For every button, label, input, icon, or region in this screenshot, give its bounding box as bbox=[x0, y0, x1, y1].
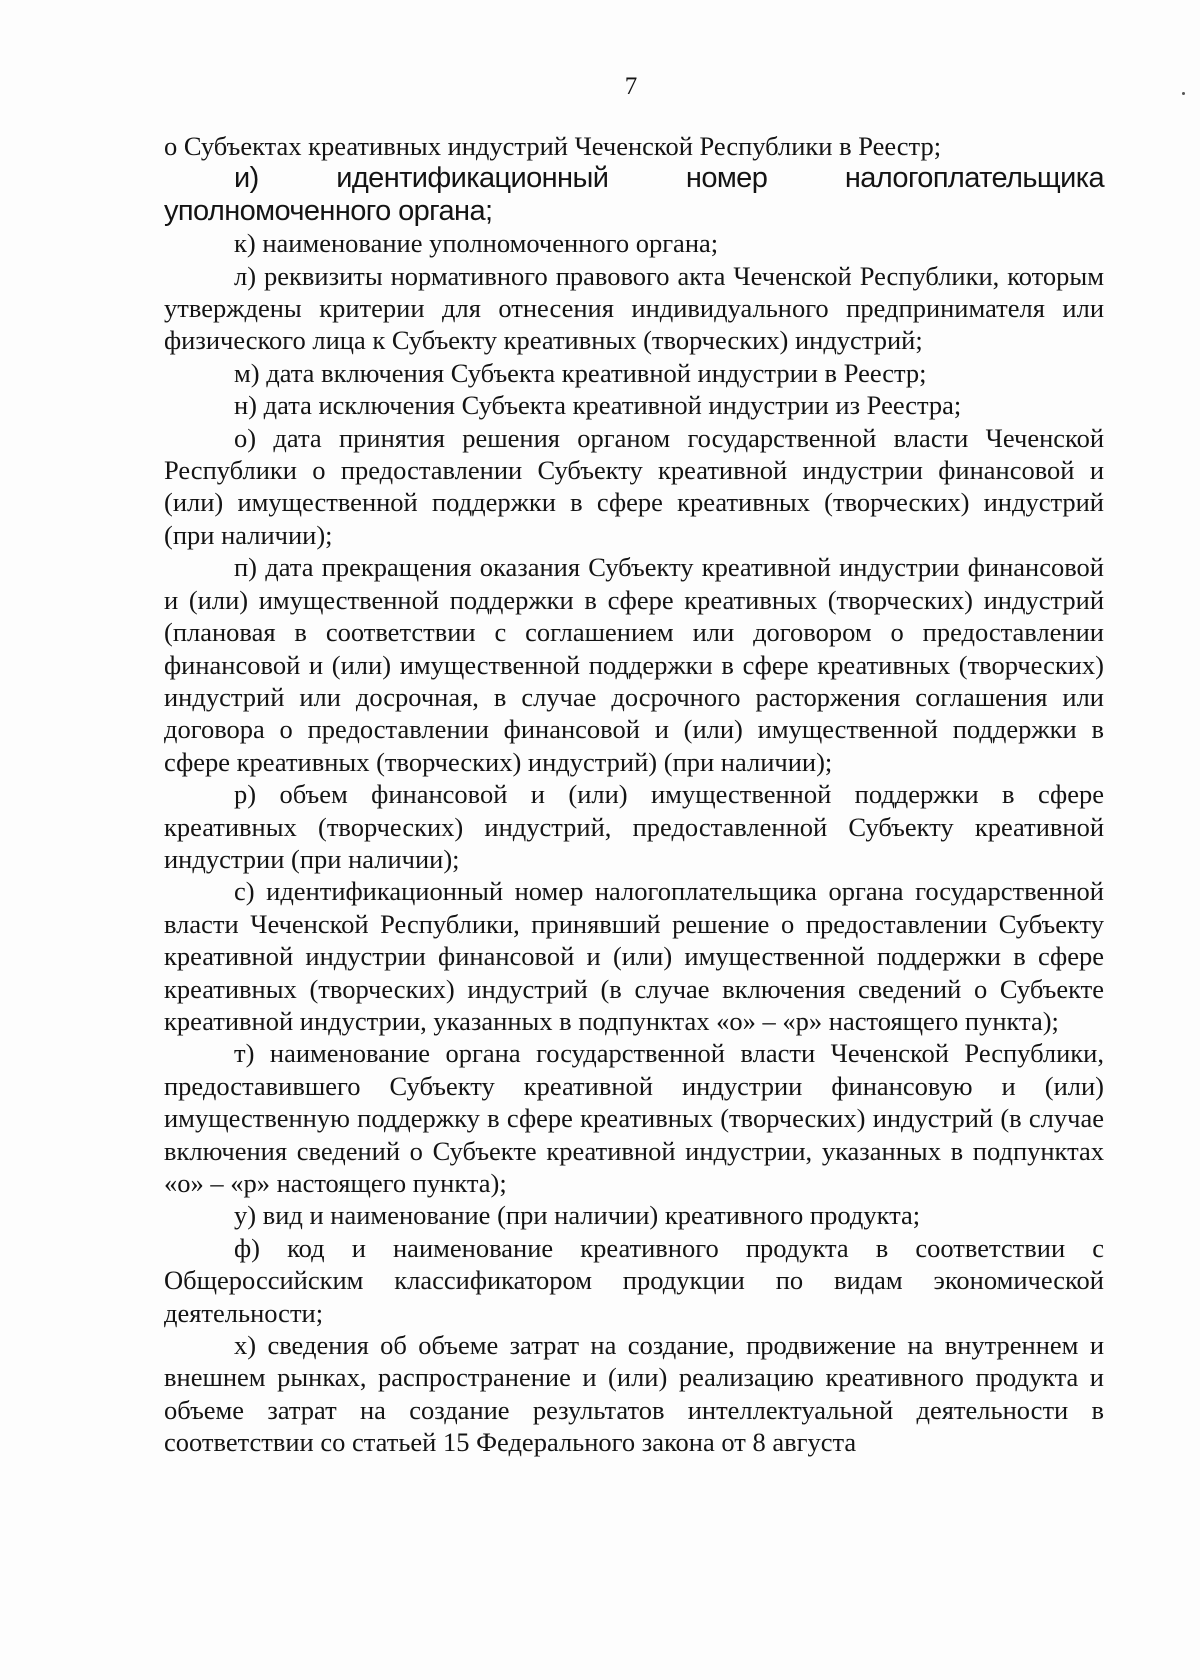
page-number: 7 bbox=[624, 73, 638, 100]
scan-speck bbox=[1182, 92, 1185, 95]
paragraph-item-k: к) наименование уполномоченного органа; bbox=[234, 228, 719, 259]
paragraph-item-s: с) идентификационный номер налогоплательщика органа государственной власти Чеченской Республики, принявший решение о предоставлении Субъекту креативной индустрии финансовой и (или) имущественной поддержки в сфере креативных (творческих) индустрий (в случае включения сведений о Субъекте креативной индустрии, указанных в подпунктах «о» – «р» настоящего пункта); bbox=[164, 876, 1104, 1036]
paragraph-item-m: м) дата включения Субъекта креативной индустрии в Реестр; bbox=[234, 357, 927, 388]
paragraph-item-o: о) дата принятия решения органом государственной власти Чеченской Республики о предоставлении Субъекту креативной индустрии финансовой и (или) имущественной поддержки в сфере креативных (творческих) индустрий (при наличии); bbox=[164, 422, 1104, 550]
document-body bbox=[164, 130, 1104, 1459]
paragraph-item-u: у) вид и наименование (при наличии) креативного продукта; bbox=[234, 1200, 921, 1231]
paragraph-item-t: т) наименование органа государственной власти Чеченской Республики, предоставившего Субъекту креативной индустрии финансовую и (или) имущественную поддержку в сфере креативных (творческих) индустрий (в случае включения сведений о Субъекте креативной индустрии, указанных в подпунктах «о» – «р» настоящего пункта); bbox=[164, 1038, 1104, 1198]
paragraph-item-i: и) идентификационный номер налогоплательщика уполномоченного органа; bbox=[164, 162, 1104, 227]
paragraph-item-r: р) объем финансовой и (или) имущественной поддержки в сфере креативных (творческих) индустрий, предоставленной Субъекту креативной индустрии (при наличии); bbox=[164, 779, 1104, 874]
paragraph-continuation: о Субъектах креативных индустрий Чеченской Республики в Реестр; bbox=[164, 131, 942, 161]
paragraph-item-f: ф) код и наименование креативного продукта в соответствии с Общероссийским классификатором продукции по видам экономической деятельности; bbox=[164, 1232, 1104, 1328]
paragraph-item-n: н) дата исключения Субъекта креативной индустрии из Реестра; bbox=[234, 390, 962, 421]
paragraph-item-l: л) реквизиты нормативного правового акта Чеченской Республики, которым утверждены критерии для отнесения индивидуального предпринимателя или физического лица к Субъекту креативных (творческих) индустрий; bbox=[164, 260, 1104, 356]
paragraph-item-kh: х) сведения об объеме затрат на создание, продвижение на внутреннем и внешнем рынках, распространение и (или) реализацию креативного продукта и объеме затрат на создание результатов интеллектуальной деятельности в соответствии со статьей 15 Федерального закона от 8 августа bbox=[164, 1330, 1104, 1458]
paragraph-item-p: п) дата прекращения оказания Субъекту креативной индустрии финансовой и (или) имущественной поддержки в сфере креативных (творческих) индустрий (плановая в соответствии с соглашением или договором о предоставлении финансовой и (или) имущественной поддержки в сфере креативных (творческих) индустрий или досрочная, в случае досрочного расторжения соглашения или договора о предоставлении финансовой и (или) имущественной поддержки в сфере креативных (творческих) индустрий) (при наличии); bbox=[164, 552, 1104, 777]
